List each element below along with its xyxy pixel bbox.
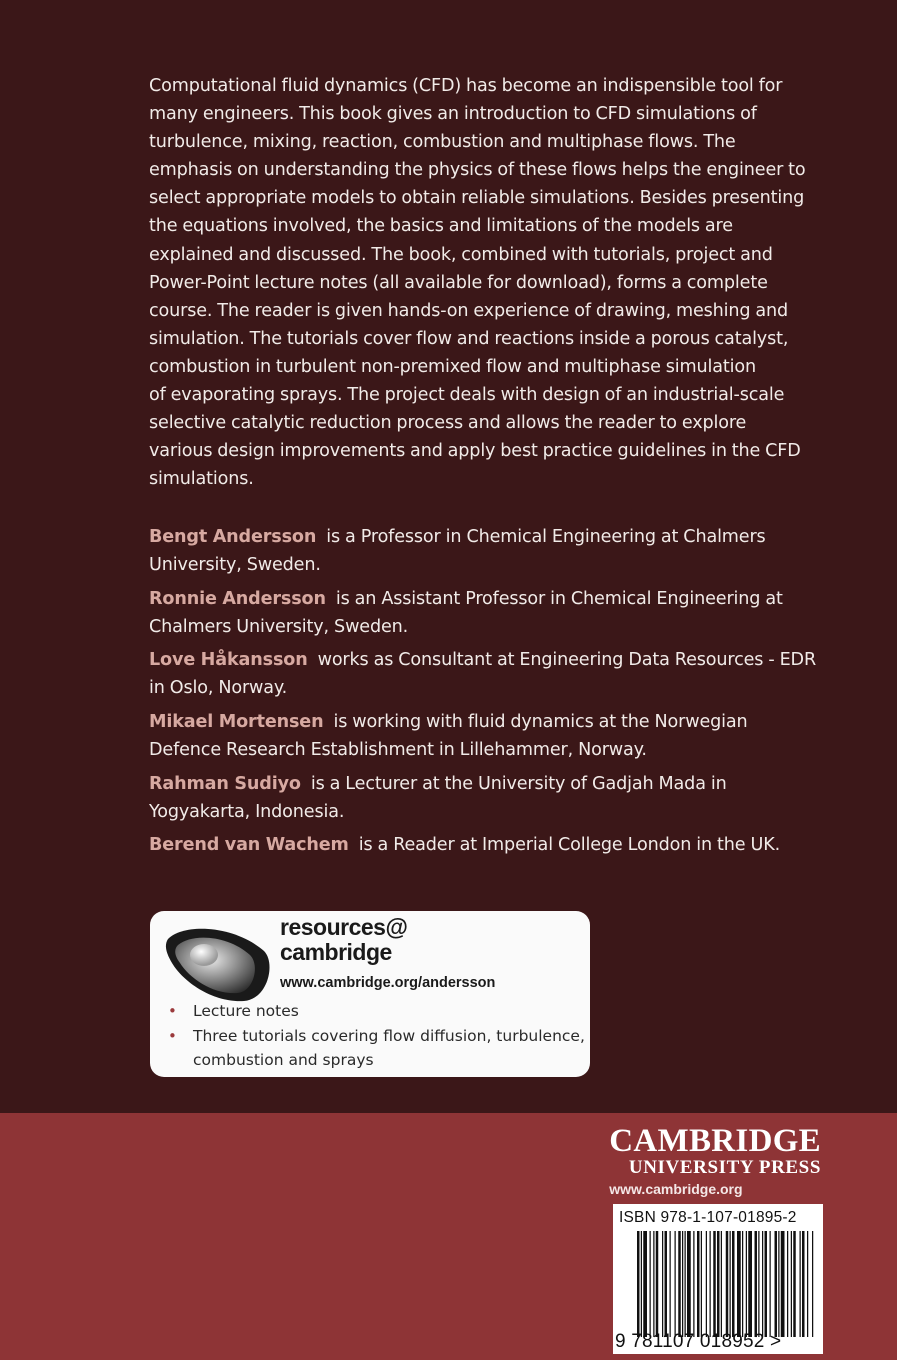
barcode-bar xyxy=(802,1231,805,1337)
list-item xyxy=(168,1024,585,1073)
barcode-bar xyxy=(775,1231,778,1337)
description-line: various design improvements and apply best practice guidelines in the CFD xyxy=(149,441,801,462)
barcode-bar xyxy=(787,1231,788,1337)
author-bio-text: Chalmers University, Sweden. xyxy=(149,616,409,637)
author-bio xyxy=(149,831,849,859)
book-description xyxy=(149,72,839,493)
list-item-text: Lecture notes xyxy=(193,1002,299,1020)
barcode-bar xyxy=(670,1231,671,1337)
author-bio xyxy=(149,708,849,764)
description-line: emphasis on understanding the physics of these flows helps the engineer to xyxy=(149,160,806,181)
barcode-bar xyxy=(800,1231,801,1337)
author-bio-text: is a Reader at Imperial College London in the UK. xyxy=(358,835,781,856)
barcode-bar xyxy=(637,1231,640,1337)
author-bio-text: is an Assistant Professor in Chemical Engineering at xyxy=(335,588,783,609)
barcode-bar xyxy=(687,1231,691,1337)
barcode-bar xyxy=(807,1231,808,1337)
resources-box xyxy=(150,911,590,1077)
resources-brand xyxy=(280,915,407,965)
author-bio xyxy=(149,585,849,641)
barcode-bar xyxy=(730,1231,731,1337)
resources-url-link[interactable]: www.cambridge.org/andersson xyxy=(280,975,496,991)
barcode-bar xyxy=(721,1231,722,1337)
barcode-bar xyxy=(742,1231,743,1337)
author-name: Mikael Mortensen xyxy=(149,712,324,733)
barcode-bar xyxy=(762,1231,763,1337)
publisher-url-link[interactable]: www.cambridge.org xyxy=(609,1181,743,1197)
barcode-bar xyxy=(643,1231,647,1337)
author-bio xyxy=(149,646,849,702)
barcode-bar xyxy=(737,1231,741,1337)
author-name: Love Håkansson xyxy=(149,650,308,671)
author-bio-text: in Oslo, Norway. xyxy=(149,678,288,699)
barcode-bar xyxy=(732,1231,735,1337)
author-name: Bengt Andersson xyxy=(149,527,317,547)
bullet-icon: • xyxy=(168,1002,177,1020)
author-bio-text: University, Sweden. xyxy=(149,555,321,576)
barcode-bar xyxy=(793,1231,796,1337)
description-line: many engineers. This book gives an introduction to CFD simulations of xyxy=(149,104,757,125)
isbn-barcode-box xyxy=(613,1204,823,1354)
barcode-bar xyxy=(697,1231,700,1337)
author-bio-text: Yogyakarta, Indonesia. xyxy=(149,801,345,822)
description-line: the equations involved, the basics and limitations of the models are xyxy=(149,216,733,237)
bullet-icon: • xyxy=(168,1026,177,1045)
barcode-bar xyxy=(746,1231,747,1337)
author-bio-text: Defence Research Establishment in Lillehammer, Norway. xyxy=(149,740,647,761)
description-line: turbulence, mixing, reaction, combustion and multiphase flows. The xyxy=(149,132,736,153)
author-bios xyxy=(149,523,849,865)
description-line: simulation. The tutorials cover flow and reactions inside a porous catalyst, xyxy=(149,328,789,349)
description-line: select appropriate models to obtain reliable simulations. Besides presenting xyxy=(149,188,805,209)
list-item xyxy=(168,999,585,1024)
barcode-bar xyxy=(675,1231,676,1337)
barcode-bar xyxy=(653,1231,654,1337)
description-line: course. The reader is given hands-on experience of drawing, meshing and xyxy=(149,300,789,321)
barcode-bar xyxy=(812,1231,813,1337)
description-line: Computational fluid dynamics (CFD) has become an indispensible tool for xyxy=(149,76,783,96)
barcode-bar xyxy=(641,1231,642,1337)
author-bio-text: is working with fluid dynamics at the Norwegian xyxy=(333,712,748,733)
barcode-bar xyxy=(758,1231,759,1337)
barcode-digits: 9 781107 018952 > xyxy=(615,1331,782,1352)
barcode-bar xyxy=(778,1231,779,1337)
author-bio-text: is a Lecturer at the University of Gadjah Mada in xyxy=(310,773,727,794)
barcode-bar xyxy=(781,1231,785,1337)
barcode-bar xyxy=(755,1231,758,1337)
author-bio xyxy=(149,770,849,826)
barcode-bar xyxy=(685,1231,686,1337)
isbn-label: ISBN 978-1-107-01895-2 xyxy=(619,1209,797,1226)
barcode-graphic xyxy=(635,1231,815,1337)
barcode-bar xyxy=(682,1231,683,1337)
author-bio-text: works as Consultant at Engineering Data Resources - EDR xyxy=(317,650,817,671)
author-bio-text: is a Professor in Chemical Engineering at Chalmers xyxy=(326,527,766,547)
list-item-text: Three tutorials covering flow diffusion, turbulence, xyxy=(193,1026,585,1045)
description-line: explained and discussed. The book, combined with tutorials, project and xyxy=(149,244,773,265)
resources-logo-icon xyxy=(164,921,276,1005)
barcode-bar xyxy=(765,1231,768,1337)
barcode-bar xyxy=(748,1231,752,1337)
publisher-name: CAMBRIDGE xyxy=(609,1123,821,1159)
barcode-bar xyxy=(713,1231,716,1337)
description-line: Power-Point lecture notes (all available for download), forms a complete xyxy=(149,272,768,293)
author-name: Rahman Sudiyo xyxy=(149,773,301,794)
list-item-text: combustion and sprays xyxy=(193,1051,374,1070)
barcode-bar xyxy=(706,1231,707,1337)
author-name: Berend van Wachem xyxy=(149,835,349,856)
publisher-logo xyxy=(609,1124,821,1200)
resources-brand-line: resources@ xyxy=(280,914,408,940)
barcode-bar xyxy=(662,1231,663,1337)
barcode-bar xyxy=(791,1231,792,1337)
barcode-bar xyxy=(710,1231,711,1337)
barcode-bar xyxy=(656,1231,659,1337)
barcode-bar xyxy=(678,1231,681,1337)
barcode-bar xyxy=(717,1231,720,1337)
resources-brand-line: cambridge xyxy=(280,939,392,965)
author-name: Ronnie Andersson xyxy=(149,588,326,609)
description-line: selective catalytic reduction process and allows the reader to explore xyxy=(149,413,747,434)
publisher-subname: UNIVERSITY PRESS xyxy=(628,1157,821,1178)
description-line: simulations. xyxy=(149,469,254,490)
author-bio xyxy=(149,523,849,579)
barcode-bar xyxy=(693,1231,694,1337)
description-line: combustion in turbulent non-premixed flow and multiphase simulation xyxy=(149,356,757,377)
barcode-bar xyxy=(770,1231,771,1337)
barcode-bar xyxy=(665,1231,668,1337)
resources-list xyxy=(168,999,585,1073)
barcode-bar xyxy=(701,1231,702,1337)
description-line: of evaporating sprays. The project deals with design of an industrial-scale xyxy=(149,385,785,406)
barcode-bar xyxy=(650,1231,651,1337)
barcode-bar xyxy=(726,1231,729,1337)
